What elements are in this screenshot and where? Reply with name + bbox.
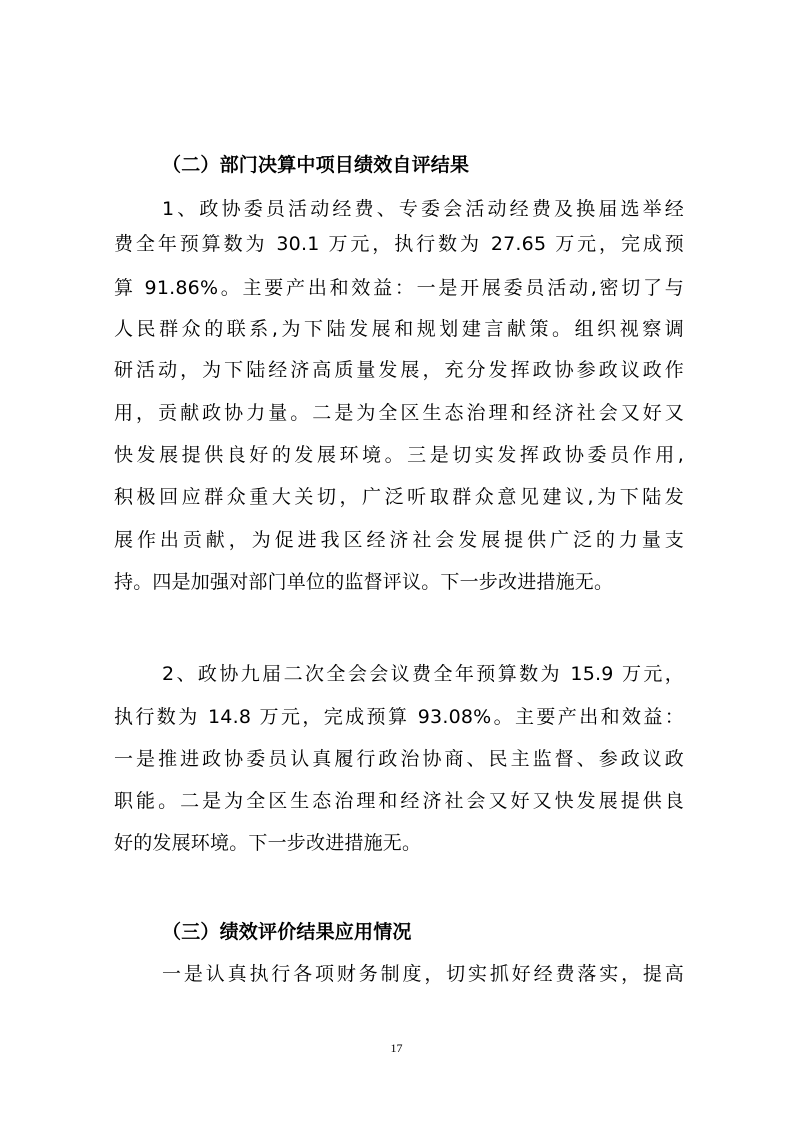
paragraph-line: 积极回应群众重大关切，广泛听取群众意见建议,为下陆发 (114, 486, 684, 508)
paragraph-line: 一是推进政协委员认真履行政治协商、民主监督、参政议政 (114, 748, 684, 770)
section-heading-2: （二）部门决算中项目绩效自评结果 (162, 154, 470, 176)
paragraph-line: 费全年预算数为 30.1 万元，执行数为 27.65 万元，完成预 (114, 233, 684, 255)
paragraph-line: 2、政协九届二次全会会议费全年预算数为 15.9 万元， (162, 663, 684, 685)
page-number: 17 (390, 1041, 403, 1055)
paragraph-line: 人民群众的联系,为下陆发展和规划建言献策。组织视察调 (114, 318, 684, 340)
paragraph-line: 职能。二是为全区生态治理和经济社会又好又快发展提供良 (114, 790, 684, 812)
paragraph-line: 一是认真执行各项财务制度，切实抓好经费落实，提高 (162, 963, 684, 985)
paragraph-line: 展作出贡献，为促进我区经济社会发展提供广泛的力量支 (114, 529, 684, 551)
paragraph-line: 研活动，为下陆经济高质量发展，充分发挥政协参政议政作 (114, 359, 684, 381)
paragraph-line: 持。四是加强对部门单位的监督评议。下一步改进措施无。 (114, 571, 614, 593)
paragraph-line: 好的发展环境。下一步改进措施无。 (114, 832, 422, 854)
paragraph-line: 1、政协委员活动经费、专委会活动经费及换届选举经 (162, 198, 684, 220)
paragraph-line: 执行数为 14.8 万元，完成预算 93.08%。主要产出和效益： (114, 706, 684, 728)
section-heading-3: （三）绩效评价结果应用情况 (162, 921, 412, 943)
paragraph-line: 快发展提供良好的发展环境。三是切实发挥政协委员作用, (114, 444, 684, 466)
paragraph-line: 用，贡献政协力量。二是为全区生态治理和经济社会又好又 (114, 402, 684, 424)
paragraph-line: 算 91.86%。主要产出和效益：一是开展委员活动,密切了与 (114, 277, 684, 299)
